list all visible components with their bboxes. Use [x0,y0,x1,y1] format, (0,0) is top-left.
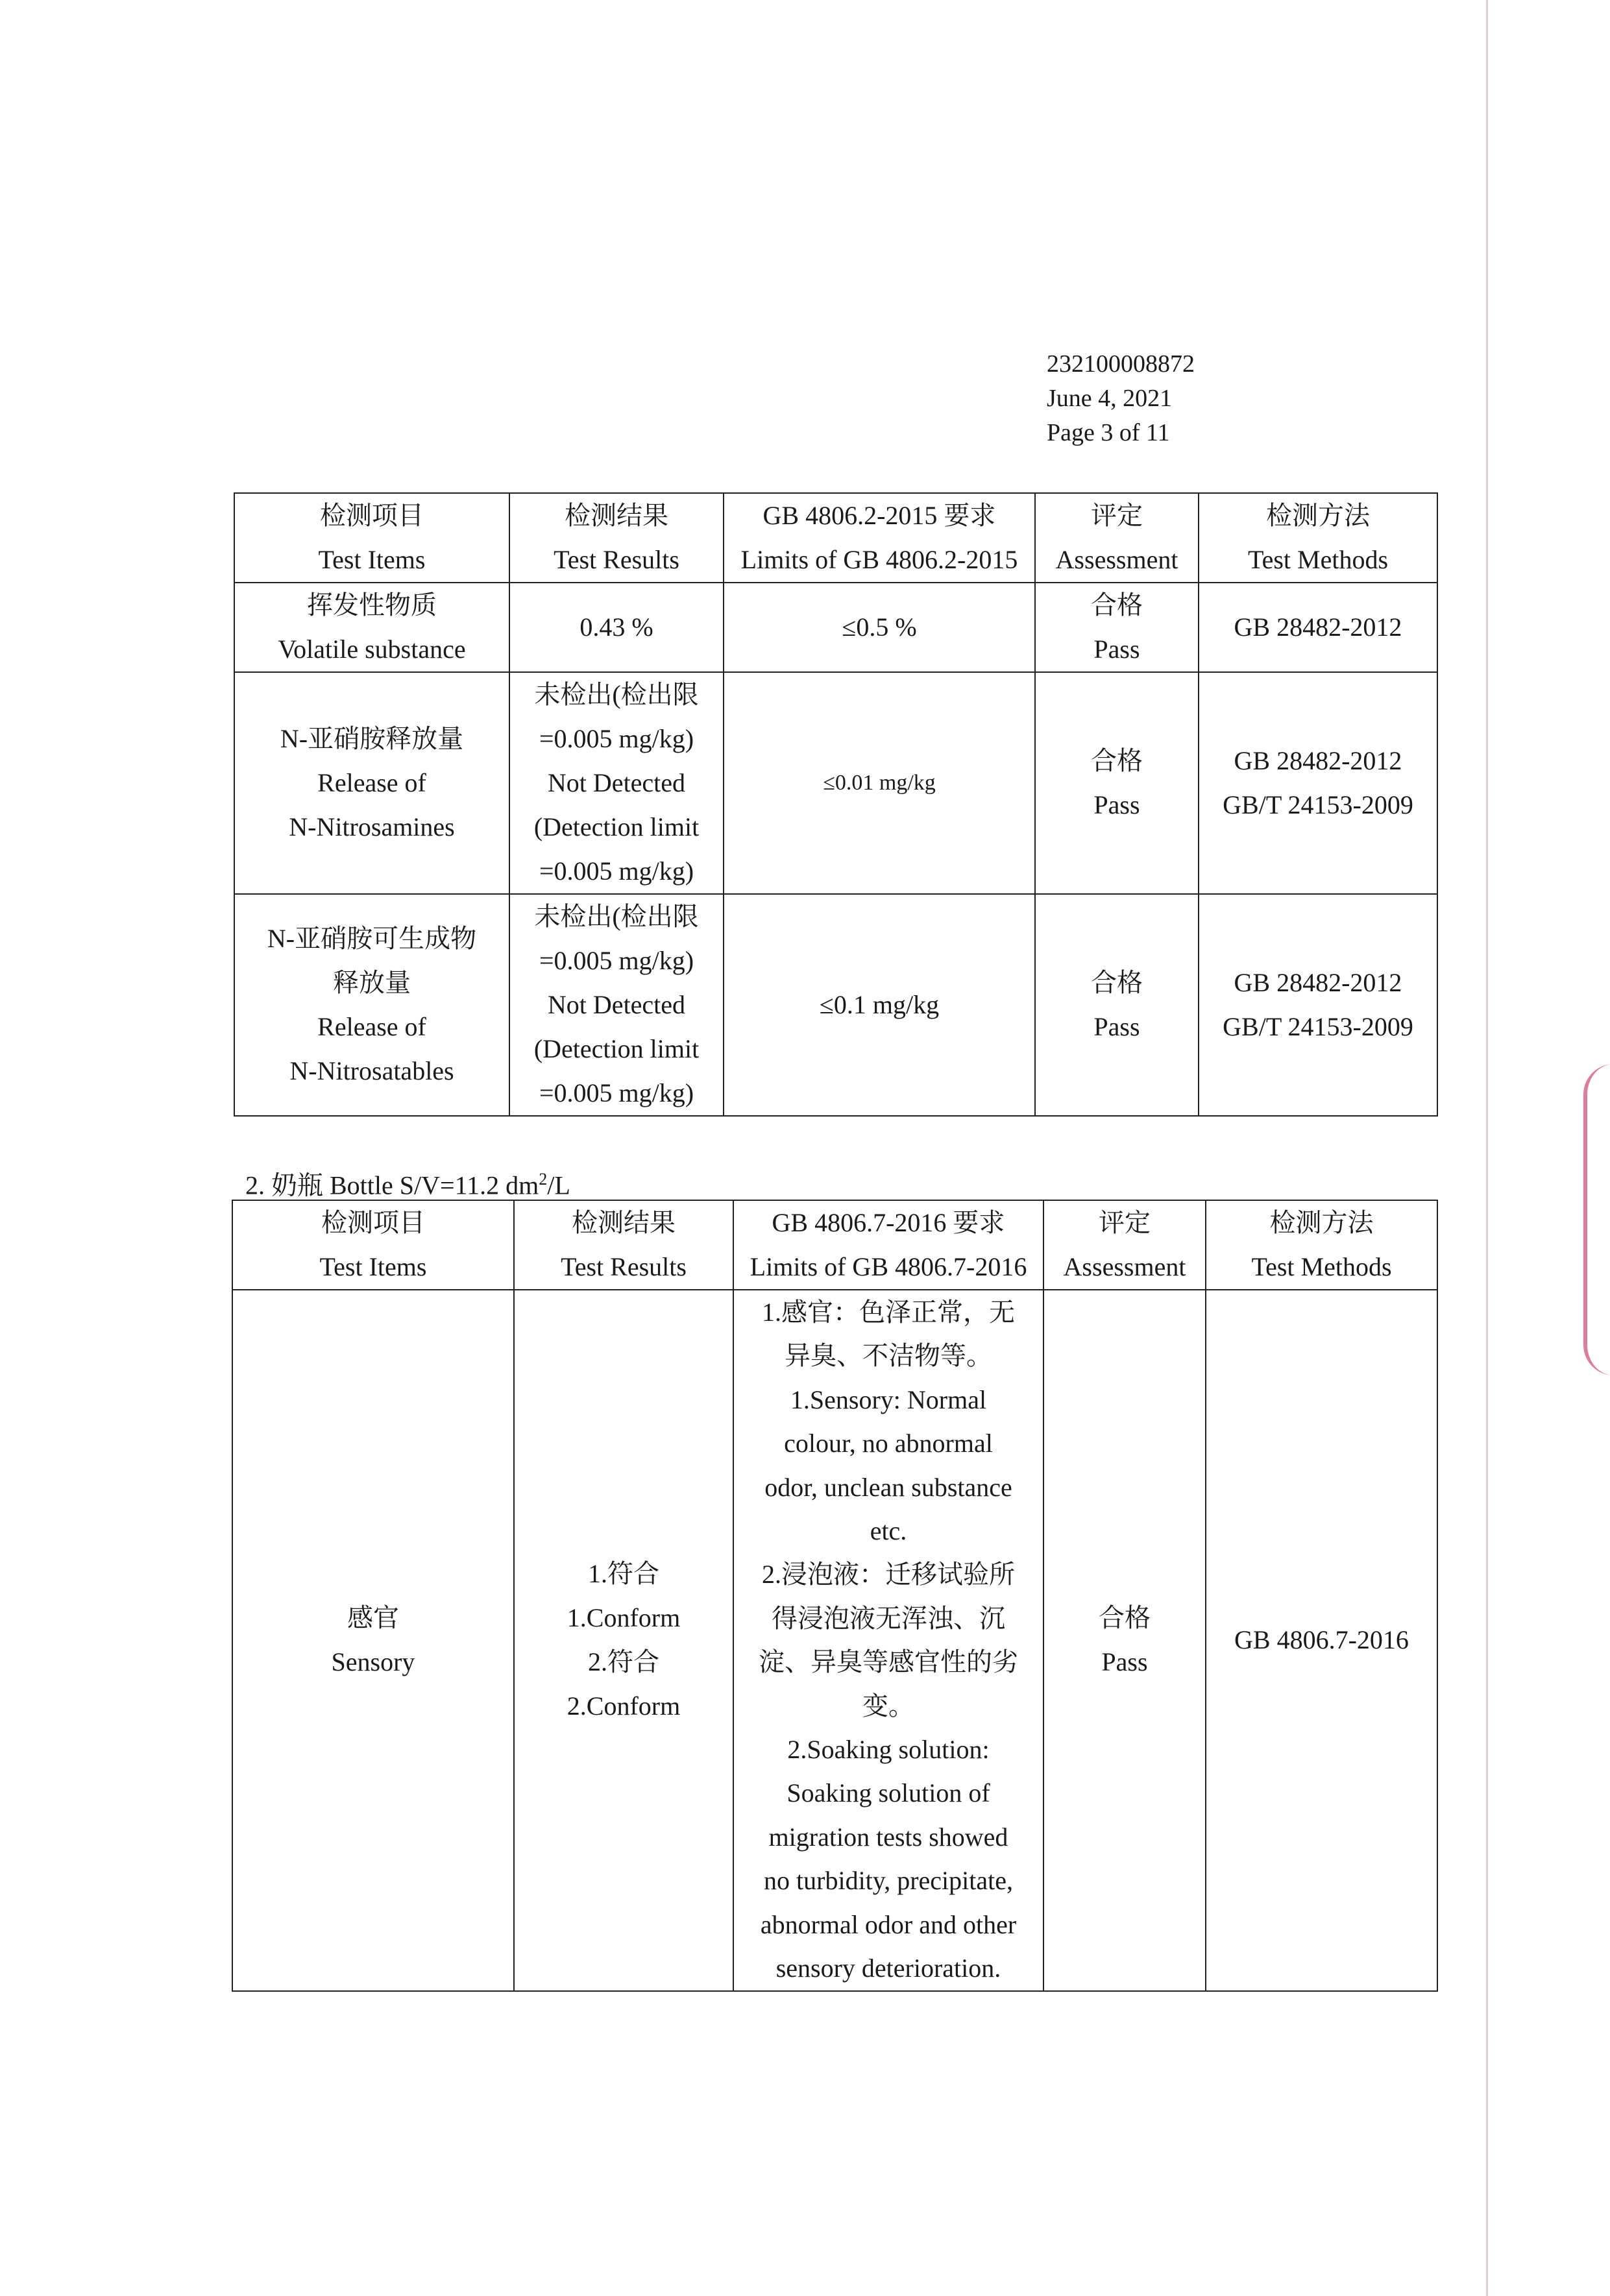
test-method-cell: GB 28482-2012 GB/T 24153-2009 [1199,894,1437,1116]
assessment-cell: 合格 Pass [1043,1290,1206,1991]
table-row [234,672,1437,894]
header-assessment: 评定 Assessment [1043,1200,1206,1290]
test-method-cell: GB 28482-2012 [1199,583,1437,672]
assessment-cell: 合格 Pass [1035,583,1199,672]
table-row [234,894,1437,1116]
test-result-cell: 未检出(检出限 =0.005 mg/kg) Not Detected (Detection limit =0.005 mg/kg) [509,894,724,1116]
test-item-cell: N-亚硝胺释放量 Release of N-Nitrosamines [234,672,509,894]
report-date: June 4, 2021 [1047,385,1173,412]
header-test-methods: 检测方法 Test Methods [1199,493,1437,583]
header-test-items: 检测项目 Test Items [232,1200,514,1290]
limit-cell: ≤0.01 mg/kg [724,672,1035,894]
header-limits: GB 4806.2-2015 要求 Limits of GB 4806.2-2015 [724,493,1035,583]
assessment-cell: 合格 Pass [1035,894,1199,1116]
test-method-cell: GB 28482-2012 GB/T 24153-2009 [1199,672,1437,894]
table-header-row [234,493,1437,583]
limit-cell: 1.感官：色泽正常，无 异臭、不洁物等。 1.Sensory: Normal colour, no abnormal odor, unclean substance etc. 2.浸泡液：迁移试验所 得浸泡液无浑浊、沉 淀、异臭等感官性的劣 变。 2.Soaking solution: Soaking solution of migration tests showed no turbidity, precipitate, abnormal odor and other sensory deterioration. [733,1290,1043,1991]
results-table-1 [234,492,1438,1117]
test-item-cell: 挥发性物质 Volatile substance [234,583,509,672]
table-header-row [232,1200,1437,1290]
limit-cell: ≤0.1 mg/kg [724,894,1035,1116]
table-row [234,583,1437,672]
test-result-cell: 未检出(检出限 =0.005 mg/kg) Not Detected (Detection limit =0.005 mg/kg) [509,672,724,894]
test-item-cell: 感官 Sensory [232,1290,514,1991]
header-test-methods: 检测方法 Test Methods [1206,1200,1437,1290]
header-test-results: 检测结果 Test Results [509,493,724,583]
report-number: 232100008872 [1047,350,1195,378]
test-result-cell: 1.符合 1.Conform 2.符合 2.Conform [514,1290,733,1991]
page-edge-line [1486,0,1488,2296]
test-method-cell: GB 4806.7-2016 [1206,1290,1437,1991]
test-result-cell: 0.43 % [509,583,724,672]
page-number: Page 3 of 11 [1047,419,1170,446]
results-table-2 [232,1200,1438,1992]
section-2-title: 2. 奶瓶 Bottle S/V=11.2 $dm^2/L$ [245,1170,570,1200]
header-test-results: 检测结果 Test Results [514,1200,733,1290]
limit-cell: ≤0.5 % [724,583,1035,672]
assessment-cell: 合格 Pass [1035,672,1199,894]
seal-stamp-edge [1583,1064,1610,1375]
test-item-cell: N-亚硝胺可生成物 释放量 Release of N-Nitrosatables [234,894,509,1116]
report-header [1047,347,1195,450]
header-test-items: 检测项目 Test Items [234,493,509,583]
header-limits: GB 4806.7-2016 要求 Limits of GB 4806.7-2016 [733,1200,1043,1290]
header-assessment: 评定 Assessment [1035,493,1199,583]
table-row [232,1290,1437,1991]
